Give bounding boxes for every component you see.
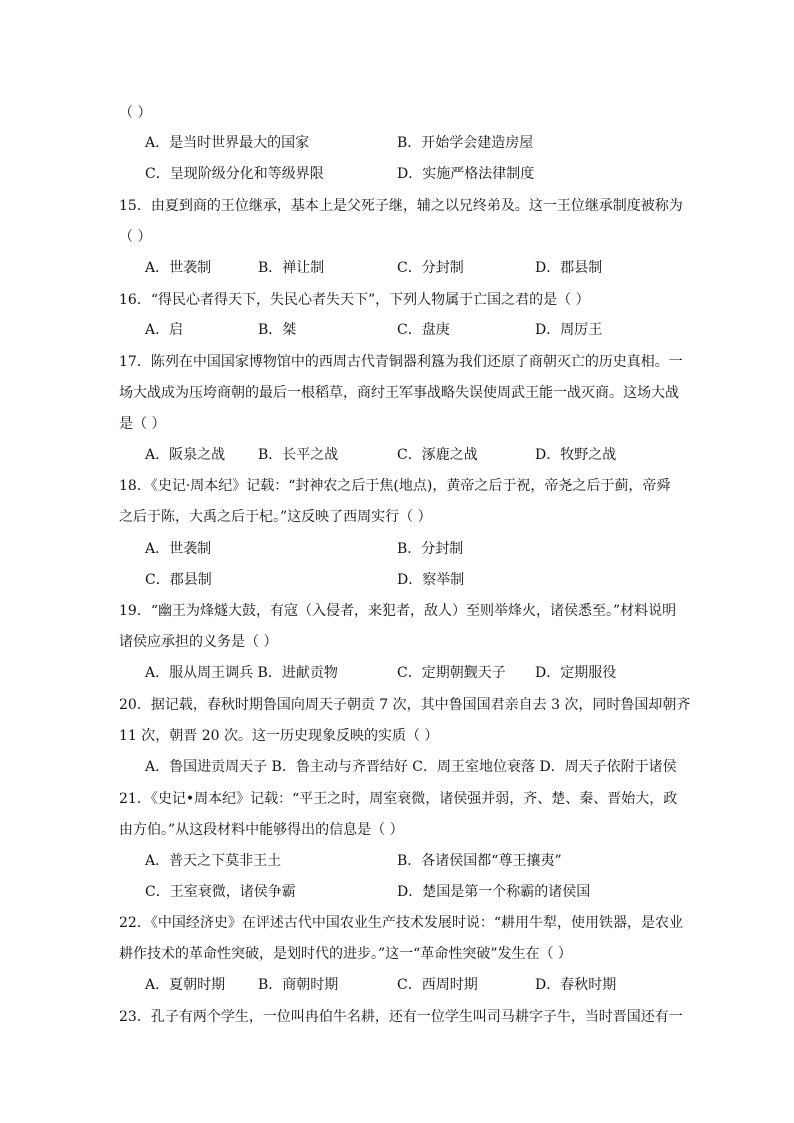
- q20-stem-line-2: 11 次，朝晋 20 次。这一历史现象反映的实质（ ）: [119, 728, 439, 744]
- q19-option-d: D．定期服役: [535, 665, 617, 681]
- q15-option-d: D．郡县制: [535, 260, 603, 276]
- q23-stem-line-1: 23．孔子有两个学生，一位叫冉伯牛名耕，还有一位学生叫司马耕字子牛，当时晋国还有一: [119, 1009, 683, 1025]
- q16-option-d: D．周厉王: [535, 322, 603, 338]
- q21-option-c: C．王室衰微，诸侯争霸: [145, 884, 296, 900]
- q21-stem-line-2: 由方伯。”从这段材料中能够得出的信息是（ ）: [119, 822, 404, 838]
- q21-stem-line-1: 21．《史记•周本纪》记载：“平王之时，周室衰微，诸侯强并弱，齐、楚、秦、晋始大，政: [119, 791, 678, 807]
- q18-stem-line-1: 18．《史记·周本纪》记载：“封神农之后于焦(地点)，黄帝之后于祝，帝尧之后于蓟，帝舜: [119, 478, 671, 494]
- q17-option-b: B．长平之战: [258, 447, 339, 463]
- q15-option-c: C．分封制: [397, 260, 464, 276]
- q18-stem-line-2: 之后于陈，大禹之后于杞。”这反映了西周实行（ ）: [119, 509, 432, 525]
- q17-option-c: C．涿鹿之战: [397, 447, 478, 463]
- q22-option-d: D．春秋时期: [535, 977, 617, 993]
- q16-stem-line-1: 16．“得民心者得天下，失民心者失天下”，下列人物属于亡国之君的是（ ）: [119, 292, 590, 308]
- q20-stem-line-1: 20．据记载，春秋时期鲁国向周天子朝贡 7 次，其中鲁国国君亲自去 3 次，同时鲁国却朝齐: [119, 697, 691, 713]
- q21-option-d: D．楚国是第一个称霸的诸侯国: [397, 884, 591, 900]
- q22-option-c: C．西周时期: [397, 977, 478, 993]
- q22-stem-line-1: 22．《中国经济史》在评述古代中国农业生产技术发展时说：“耕用牛犁，使用铁器，是农业: [119, 915, 683, 931]
- q14-option-a: A．是当时世界最大的国家: [145, 135, 310, 151]
- q20-options: A．鲁国进贡周天子 B．鲁主动与齐晋结好 C．周王室地位衰落 D．周天子依附于诸侯: [145, 759, 677, 775]
- q17-stem-line-3: 是（ ）: [119, 416, 166, 432]
- q18-option-b: B．分封制: [397, 541, 464, 557]
- q18-option-a: A．世袭制: [145, 541, 212, 557]
- q17-option-a: A．阪泉之战: [145, 447, 226, 463]
- q22-stem-line-2: 耕作技术的革命性突破，是划时代的进步。”这一“革命性突破”发生在（ ）: [119, 946, 572, 962]
- q15-option-b: B．禅让制: [258, 260, 325, 276]
- q15-option-a: A．世袭制: [145, 260, 212, 276]
- q19-option-ab: A．服从周王调兵 B．进献贡物: [145, 665, 338, 681]
- q22-option-a: A．夏朝时期: [145, 977, 226, 993]
- q21-option-a: A．普天之下莫非王土: [145, 853, 282, 869]
- q17-stem-line-2: 场大战成为压垮商朝的最后一根稻草，商纣王军事战略失误使周武王能一战灭商。这场大战: [119, 385, 679, 401]
- q15-stem-line-1: 15．由夏到商的王位继承，基本上是父死子继，辅之以兄终弟及。这一王位继承制度被称为: [119, 198, 683, 214]
- q14-option-d: D．实施严格法律制度: [397, 166, 535, 182]
- q21-option-b: B．各诸侯国都“尊王攘夷”: [397, 853, 562, 869]
- q19-option-c: C．定期朝觐天子: [397, 665, 506, 681]
- q19-stem-line-1: 19．“幽王为烽燧大鼓，有寇（入侵者，来犯者，敌人）至则举烽火，诸侯悉至。”材料说明: [119, 603, 677, 619]
- q18-option-c: C．郡县制: [145, 572, 212, 588]
- q19-stem-line-2: 诸侯应承担的义务是（ ）: [119, 634, 278, 650]
- q18-option-d: D．察举制: [397, 572, 465, 588]
- q16-option-c: C．盘庚: [397, 322, 450, 338]
- q22-option-b: B．商朝时期: [258, 977, 339, 993]
- q16-option-b: B．桀: [258, 322, 297, 338]
- q15-stem-line-2: （ ）: [119, 229, 152, 245]
- q14-option-c: C．呈现阶级分化和等级界限: [145, 166, 324, 182]
- q14-option-b: B．开始学会建造房屋: [397, 135, 534, 151]
- q17-option-d: D．牧野之战: [535, 447, 617, 463]
- q14-stem-line-1: （ ）: [119, 105, 152, 121]
- q16-option-a: A．启: [145, 322, 184, 338]
- q17-stem-line-1: 17．陈列在中国国家博物馆中的西周古代青铜器利簋为我们还原了商朝灭亡的历史真相。一: [119, 354, 683, 370]
